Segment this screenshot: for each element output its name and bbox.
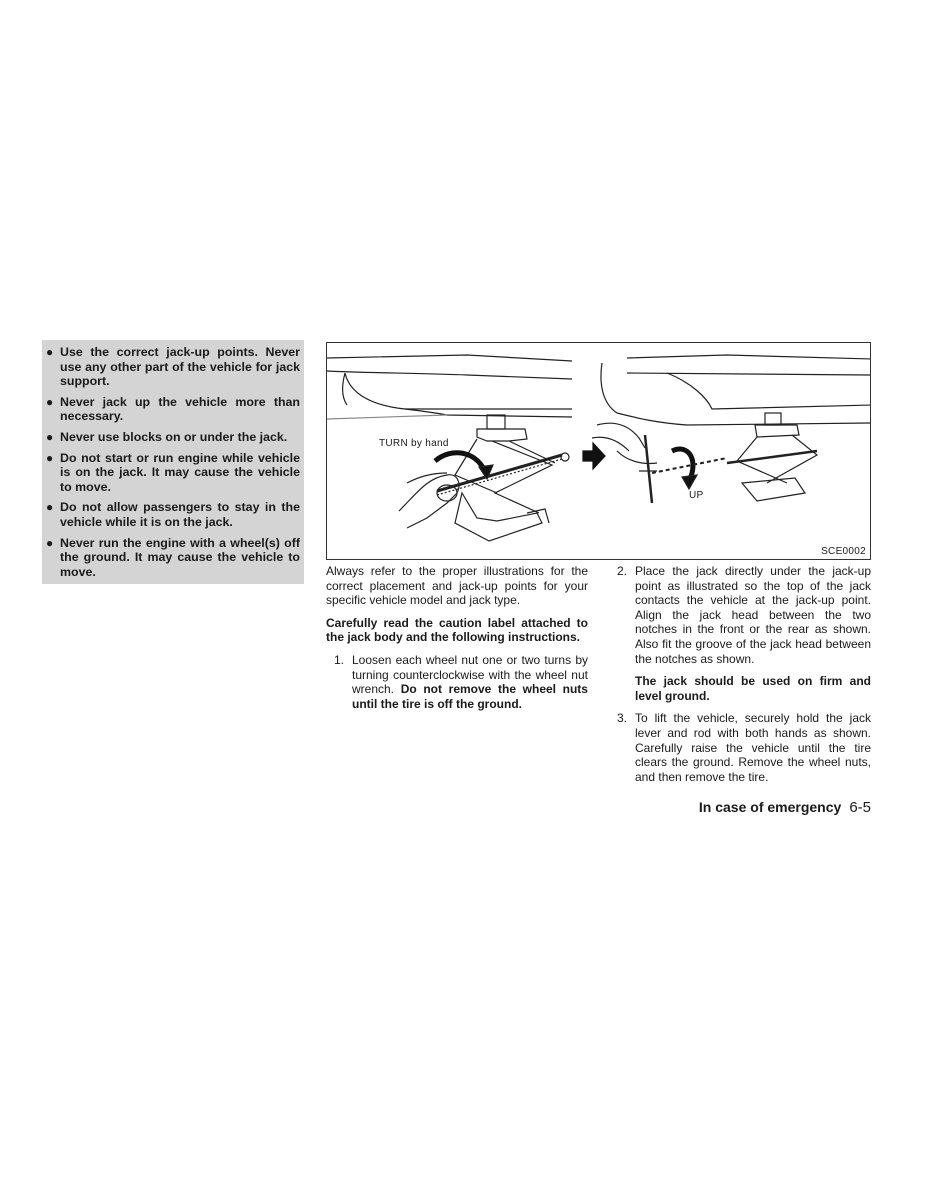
caution-paragraph: Carefully read the caution label attached to the jack body and the following instructions. (326, 615, 588, 645)
step-bold-text: Do not remove the wheel nuts until the tire is off the ground. (352, 682, 588, 711)
page-number: 6-5 (849, 799, 871, 816)
bullet-icon: ● (46, 500, 54, 515)
step-number: 1. (334, 652, 345, 667)
bullet-icon: ● (46, 345, 54, 359)
bullet-icon: ● (46, 450, 54, 465)
figure-code: SCE0002 (821, 546, 866, 557)
up-label: UP (689, 490, 704, 501)
warning-item: ● Use the correct jack-up points. Never use any other part of the vehicle for jack support. (46, 345, 300, 389)
warning-item: ● Do not allow passengers to stay in the vehicle while it is on the jack. (46, 500, 300, 529)
turn-by-hand-label: TURN by hand (379, 438, 449, 449)
bullet-icon: ● (46, 429, 54, 444)
step-2 (609, 564, 871, 666)
section-title: In case of emergency (698, 799, 842, 815)
intro-paragraph: Always refer to the proper illustrations for the correct placement and jack-up points for your specific vehicle model and jack type. (326, 564, 588, 608)
warning-item: ● Never run the engine with a wheel(s) off the ground. It may cause the vehicle to move. (46, 535, 300, 579)
step-text: Place the jack directly under the jack-up point as illustrated so the top of the jack contacts the vehicle at the jack-up point. Align the jack head between the two notches in the front or the rear as shown. Also fit the groove of the jack head between the notches as shown. (635, 564, 871, 666)
step-1 (326, 653, 588, 711)
step-3 (609, 711, 871, 784)
step-text: To lift the vehicle, securely hold the jack lever and rod with both hands as shown. Carefully raise the vehicle until the tire clears the ground. Remove the wheel nuts, and then remove the tire. (635, 711, 871, 784)
warning-item: ● Never jack up the vehicle more than necessary. (46, 394, 300, 424)
warning-item: ● Never use blocks on or under the jack. (46, 429, 288, 444)
left-text-column (326, 564, 588, 719)
warning-item: ● Do not start or run engine while vehicle is on the jack. It may cause the vehicle to move. (46, 450, 300, 494)
page-footer (699, 799, 871, 816)
bullet-icon: ● (46, 394, 54, 409)
jack-drawing (327, 343, 871, 560)
warning-box (42, 340, 304, 584)
jack-illustration (326, 342, 871, 560)
bullet-icon: ● (46, 535, 54, 550)
step-2-bold: The jack should be used on firm and level ground. (635, 674, 871, 703)
step-number: 3. (617, 711, 628, 726)
step-number: 2. (617, 564, 628, 578)
step-text: Loosen each wheel nut one or two turns by turning counterclockwise with the wheel nut wrench. (352, 652, 588, 697)
right-text-column (609, 564, 871, 792)
warning-list (46, 345, 300, 579)
